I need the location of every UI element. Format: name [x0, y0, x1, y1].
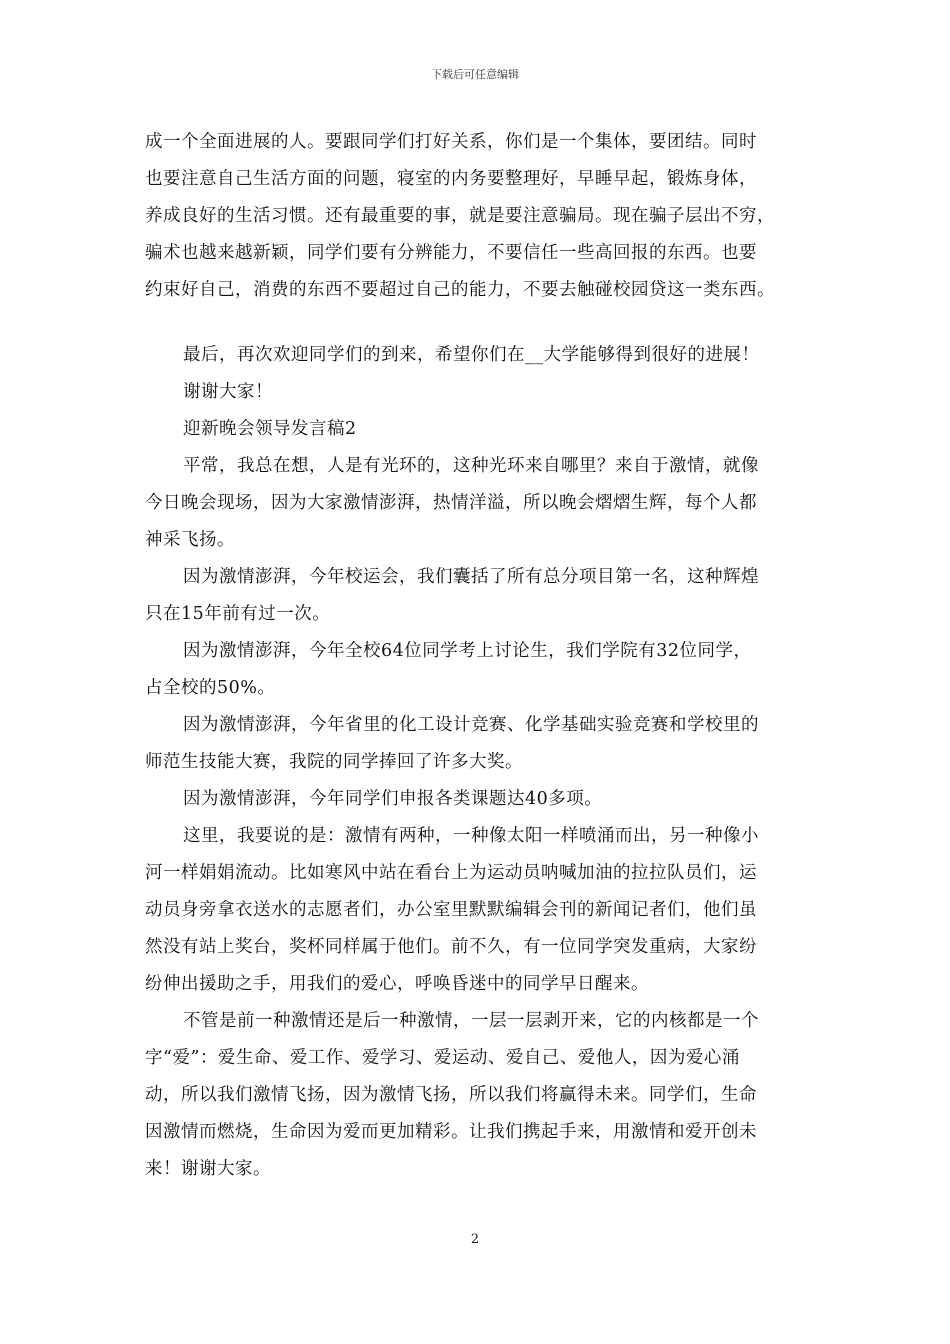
body-line: 因为激情澎湃，今年全校64位同学考上讨论生，我们学院有32位同学，	[183, 641, 752, 661]
body-line: 因激情而燃烧，生命因为爱而更加精彩。让我们携起手来，用激情和爱开创未	[145, 1122, 757, 1142]
body-line: 字“爱”：爱生命、爱工作、爱学习、爱运动、爱自己、爱他人，因为爱心涌	[145, 1048, 740, 1068]
body-line: 因为激情澎湃，今年校运会，我们囊括了所有总分项目第一名，这种辉煌	[183, 567, 759, 587]
body-line: 动员身旁拿衣送水的志愿者们，办公室里默默编辑会刊的新闻记者们，他们虽	[145, 900, 757, 920]
body-line: 只在15年前有过一次。	[145, 604, 331, 624]
body-line: 河一样娟娟流动。比如寒风中站在看台上为运动员呐喊加油的拉拉队员们，运	[145, 863, 757, 883]
document-body	[145, 124, 805, 1188]
body-line: 然没有站上奖台，奖杯同样属于他们。前不久，有一位同学突发重病，大家纷	[145, 937, 757, 957]
body-line: 骗术也越来越新颖，同学们要有分辨能力，不要信任一些高回报的东西。也要	[145, 243, 757, 263]
body-line: 动，所以我们激情飞扬，因为激情飞扬，所以我们将赢得未来。同学们，生命	[145, 1085, 757, 1105]
body-line: 不管是前一种激情还是后一种激情，一层一层剥开来，它的内核都是一个	[183, 1011, 759, 1031]
body-line: 纷伸出援助之手，用我们的爱心，呼唤昏迷中的同学早日醒来。	[145, 974, 649, 994]
section-title: 迎新晚会领导发言稿2	[183, 419, 357, 439]
body-line: 平常，我总在想，人是有光环的，这种光环来自哪里？来自于激情，就像	[183, 456, 759, 476]
closing-line: 最后，再次欢迎同学们的到来，希望你们在__大学能够得到很好的进展！	[183, 345, 760, 365]
body-line: 也要注意自己生活方面的问题，寝室的内务要整理好，早睡早起，锻炼身体，	[145, 169, 757, 189]
body-line: 成一个全面进展的人。要跟同学们打好关系，你们是一个集体，要团结。同时	[145, 132, 757, 152]
page-header: 下载后可任意编辑	[431, 68, 519, 81]
body-line: 因为激情澎湃，今年省里的化工设计竞赛、化学基础实验竞赛和学校里的	[183, 715, 759, 735]
body-line: 师范生技能大赛，我院的同学捧回了许多大奖。	[145, 752, 523, 772]
page-number: 2	[470, 1232, 480, 1247]
thanks-line: 谢谢大家！	[183, 382, 273, 402]
body-line: 这里，我要说的是：激情有两种，一种像太阳一样喷涌而出，另一种像小	[183, 826, 759, 846]
body-line: 神采飞扬。	[145, 530, 235, 550]
body-line: 因为激情澎湃，今年同学们申报各类课题达40多项。	[183, 789, 603, 809]
body-line: 养成良好的生活习惯。还有最重要的事，就是要注意骗局。现在骗子层出不穷，	[145, 206, 775, 226]
body-line: 约束好自己，消费的东西不要超过自己的能力，不要去触碰校园贷这一类东西。	[145, 280, 775, 300]
body-line: 来！谢谢大家。	[145, 1159, 271, 1179]
body-line: 今日晚会现场，因为大家激情澎湃，热情洋溢，所以晚会熠熠生辉，每个人都	[145, 493, 757, 513]
body-line: 占全校的50%。	[145, 678, 276, 698]
